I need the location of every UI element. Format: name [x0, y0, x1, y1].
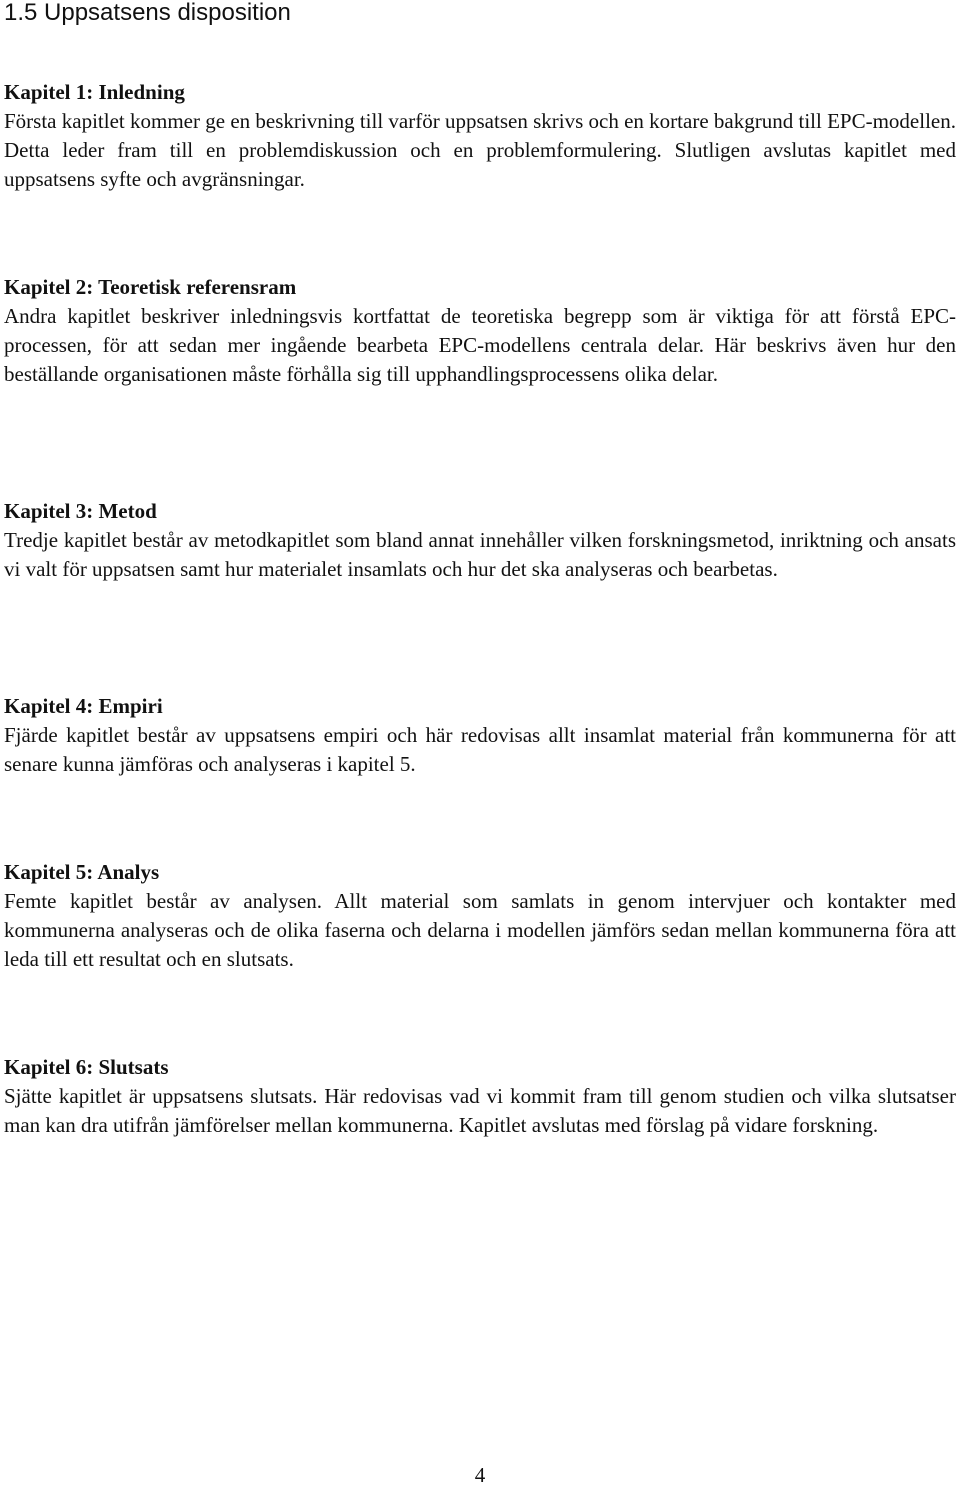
chapter-heading: Kapitel 1: Inledning	[4, 80, 185, 104]
chapter-heading: Kapitel 2: Teoretisk referensram	[4, 275, 297, 299]
chapter-body: Femte kapitlet består av analysen. Allt material som samlats in genom intervjuer och kontakter med kommunerna analyseras och de olika faserna och delarna i modellen jämförs sedan mellan kommunerna föra att leda till ett resultat och en slutsats.	[4, 889, 956, 971]
chapter-body: Andra kapitlet beskriver inledningsvis kortfattat de teoretiska begrepp som är viktiga för att förstå EPC-processen, för att sedan mer ingående bearbeta EPC-modellens centrala delar. Här beskrivs även hur den beställande organisationen måste förhålla sig till upphandlingsprocessens olika delar.	[4, 304, 956, 386]
chapter-3	[4, 497, 956, 584]
page-number: 4	[474, 1463, 486, 1487]
chapter-body: Fjärde kapitlet består av uppsatsens empiri och här redovisas allt insamlat material från kommunerna för att senare kunna jämföras och analyseras i kapitel 5.	[4, 723, 956, 776]
section-title: 1.5 Uppsatsens disposition	[4, 0, 291, 26]
chapter-1	[4, 78, 956, 194]
chapter-4	[4, 692, 956, 779]
chapter-body: Sjätte kapitlet är uppsatsens slutsats. Här redovisas vad vi kommit fram till genom studien och vilka slutsatser man kan dra utifrån jämförelser mellan kommunerna. Kapitlet avslutas med förslag på vidare forskning.	[4, 1084, 956, 1137]
chapter-body: Första kapitlet kommer ge en beskrivning till varför uppsatsen skrivs och en kortare bakgrund till EPC-modellen. Detta leder fram till en problemdiskussion och en problemformulering. Slutligen avslutas kapitlet med uppsatsens syfte och avgränsningar.	[4, 109, 956, 191]
chapter-5	[4, 858, 956, 974]
chapter-heading: Kapitel 4: Empiri	[4, 694, 163, 718]
chapter-body: Tredje kapitlet består av metodkapitlet som bland annat innehåller vilken forskningsmetod, inriktning och ansats vi valt för uppsatsen samt hur materialet insamlats och hur det ska analyseras och bearbetas.	[4, 528, 956, 581]
chapter-heading: Kapitel 6: Slutsats	[4, 1055, 169, 1079]
chapter-6	[4, 1053, 956, 1140]
chapter-heading: Kapitel 5: Analys	[4, 860, 160, 884]
chapter-heading: Kapitel 3: Metod	[4, 499, 157, 523]
chapter-2	[4, 273, 956, 389]
